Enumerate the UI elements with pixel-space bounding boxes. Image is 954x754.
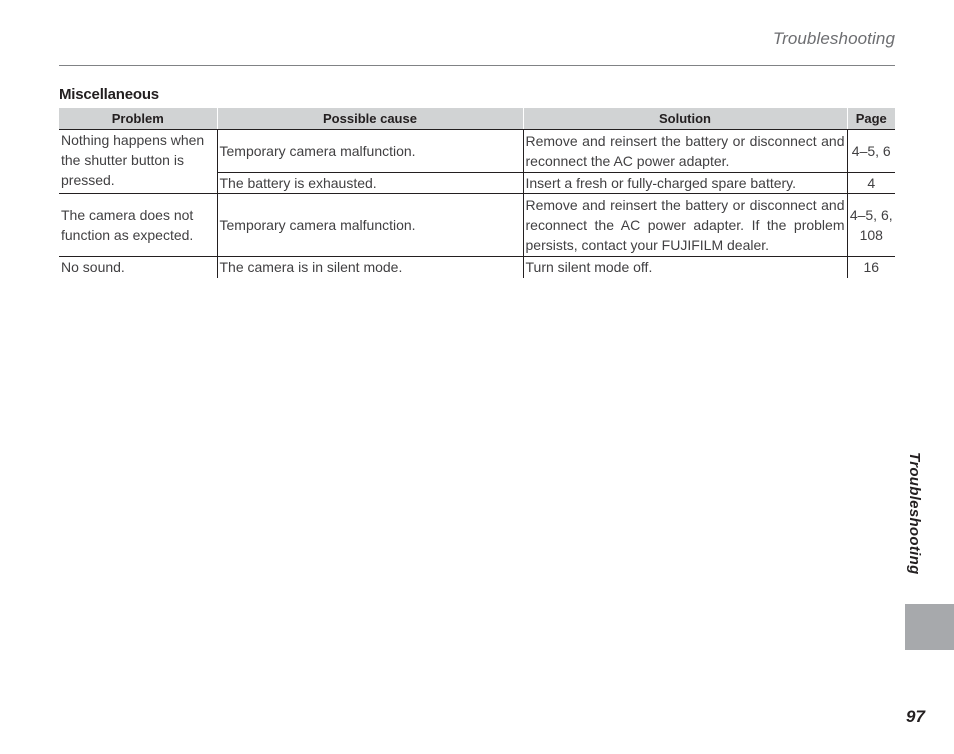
- solution-cell: Remove and reinsert the battery or disconnect and reconnect the AC power adapter.: [523, 130, 847, 173]
- page-cell: 4: [847, 173, 895, 194]
- problem-cell: The camera does not function as expected.: [59, 194, 217, 257]
- solution-cell: Remove and reinsert the battery or disconnect and reconnect the AC power adapter. If the problem persists, contact your FUJIFILM dealer.: [523, 194, 847, 257]
- side-tab-label: Troubleshooting: [906, 452, 923, 575]
- page-cell: 16: [847, 257, 895, 278]
- cause-cell: The battery is exhausted.: [217, 173, 523, 194]
- section-title: Miscellaneous: [59, 86, 159, 103]
- solution-cell: Turn silent mode off.: [523, 257, 847, 278]
- problem-cell: Nothing happens when the shutter button is pressed.: [59, 130, 217, 194]
- header-rule: [59, 65, 895, 66]
- running-header-title: Troubleshooting: [772, 29, 895, 48]
- side-tab-marker: [905, 604, 954, 650]
- table-header-row: [59, 108, 895, 130]
- cause-cell: Temporary camera malfunction.: [217, 194, 523, 257]
- column-header-solution: Solution: [523, 108, 847, 130]
- column-header-page: Page: [847, 108, 895, 130]
- table-row: [59, 130, 895, 173]
- solution-cell: Insert a fresh or fully-charged spare battery.: [523, 173, 847, 194]
- table-row: [59, 194, 895, 257]
- cause-cell: Temporary camera malfunction.: [217, 130, 523, 173]
- page-cell: 4–5, 6: [847, 130, 895, 173]
- troubleshooting-table: [59, 108, 895, 278]
- table-row: [59, 257, 895, 278]
- page-cell: 4–5, 6, 108: [847, 194, 895, 257]
- cause-cell: The camera is in silent mode.: [217, 257, 523, 278]
- column-header-possible-cause: Possible cause: [217, 108, 523, 130]
- problem-cell: No sound.: [61, 259, 125, 275]
- page-number: 97: [906, 707, 925, 726]
- column-header-problem: Problem: [59, 108, 217, 130]
